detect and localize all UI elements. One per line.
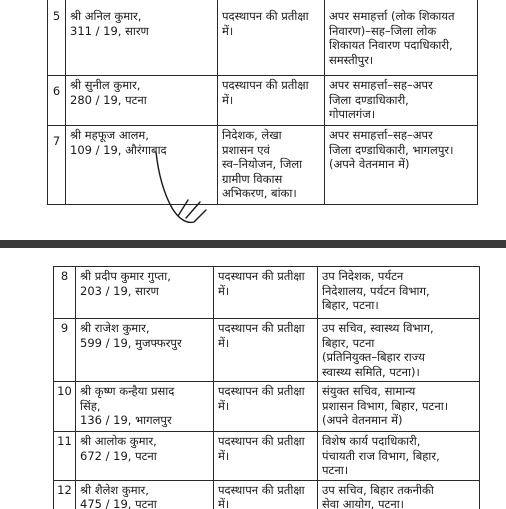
new-posting-line: बिहार, पटना।	[322, 298, 379, 312]
officer-code-district: 280 / 19, पटना	[70, 92, 147, 107]
new-posting-line: समस्तीपुर।	[329, 52, 374, 67]
page-separator	[0, 240, 506, 248]
officer-name-cell	[66, 0, 218, 76]
current-posting-line: पदस्थापन की प्रतीक्षा	[218, 482, 305, 497]
current-posting-line: निदेशक, लेखा	[222, 128, 282, 142]
serial-number: 6	[48, 76, 66, 126]
current-posting-line: में।	[218, 497, 230, 509]
new-posting-cell	[318, 267, 480, 319]
current-posting-line: पदस्थापन की प्रतीक्षा	[218, 384, 305, 398]
new-posting-cell	[325, 126, 478, 205]
serial-number: 11	[54, 432, 76, 481]
officer-code-district: 203 / 19, सारण	[80, 283, 159, 298]
new-posting-line: उप सचिव, स्वास्थ्य विभाग,	[322, 321, 434, 335]
serial-number: 5	[48, 0, 66, 76]
current-posting-line: पदस्थापन की प्रतीक्षा	[218, 269, 305, 283]
officer-code-district: 136 / 19, भागलपुर	[80, 413, 172, 427]
officer-name-cell	[66, 76, 218, 126]
new-posting-line: (अपने वेतनमान में)	[329, 157, 410, 171]
new-posting-cell	[318, 480, 480, 509]
new-posting-line: जिला दण्डाधिकारी,	[329, 92, 409, 107]
officer-name: श्री सुनील कुमार,	[70, 78, 141, 92]
new-posting-line: पंचायती राज विभाग, बिहार,	[322, 448, 440, 463]
officer-code-district: 599 / 19, मुजफ्फरपुर	[80, 335, 182, 350]
serial-number: 12	[54, 480, 76, 509]
current-posting-line: अभिकरण, बांका।	[222, 186, 297, 200]
officer-name: श्री शैलेश कुमार,	[80, 482, 149, 497]
current-posting-cell	[214, 432, 318, 481]
current-posting-line: में।	[218, 335, 230, 350]
table-row	[48, 0, 478, 76]
officer-name: श्री कृष्ण कन्हैया प्रसाद	[80, 384, 175, 398]
current-posting-cell	[214, 267, 318, 319]
current-posting-line: में।	[222, 23, 234, 38]
table-row	[54, 319, 480, 382]
new-posting-line: निदेशालय, पर्यटन विभाग,	[322, 283, 430, 298]
officer-name: श्री अनिल कुमार,	[70, 9, 142, 23]
current-posting-cell	[218, 0, 325, 76]
officer-code-district: 475 / 19, पटना	[80, 497, 157, 509]
pen-scribble-icon	[148, 150, 218, 230]
current-posting-line: में।	[218, 398, 230, 413]
new-posting-line: (प्रतिनियुक्त–बिहार राज्य	[322, 350, 425, 364]
current-posting-line: पदस्थापन की प्रतीक्षा	[218, 434, 305, 448]
new-posting-line: (अपने वेतनमान में)	[322, 413, 403, 427]
new-posting-cell	[318, 319, 480, 382]
table-row	[54, 432, 480, 481]
current-posting-cell	[214, 319, 318, 382]
serial-number: 7	[48, 126, 66, 205]
document-page-bottom	[0, 248, 506, 509]
serial-number: 9	[54, 319, 76, 382]
new-posting-line: निवारण)–सह–जिला लोक	[329, 23, 437, 38]
new-posting-cell	[325, 76, 478, 126]
posting-table-top	[47, 0, 478, 205]
new-posting-line: पटना।	[322, 463, 349, 477]
current-posting-line: स्व–नियोजन, जिला	[222, 157, 303, 171]
new-posting-line: गोपालगंज।	[329, 107, 376, 121]
current-posting-line: पदस्थापन की प्रतीक्षा	[218, 321, 305, 335]
table-row	[54, 267, 480, 319]
officer-code-district: 109 / 19, औरंगाबाद	[70, 142, 167, 157]
current-posting-line: में।	[218, 283, 230, 298]
officer-name-cell	[76, 480, 214, 509]
new-posting-line: अपर समाहर्त्ता–सह–अपर	[329, 128, 433, 142]
officer-code-district: 311 / 19, सारण	[70, 23, 149, 38]
current-posting-cell	[218, 76, 325, 126]
new-posting-line: अपर समाहर्त्ता–सह–अपर	[329, 78, 433, 92]
new-posting-line: अपर समाहर्त्ता (लोक शिकायत	[329, 9, 455, 23]
officer-code-district: 672 / 19, पटना	[80, 448, 157, 463]
current-posting-line: में।	[218, 448, 230, 463]
officer-name-cell	[76, 382, 214, 432]
current-posting-cell	[214, 480, 318, 509]
officer-name: श्री आलोक कुमार,	[80, 434, 157, 448]
officer-name: श्री प्रदीप कुमार गुप्ता,	[80, 269, 171, 283]
current-posting-line: पदस्थापन की प्रतीक्षा	[222, 78, 309, 92]
new-posting-cell	[318, 432, 480, 481]
officer-name: श्री राजेश कुमार,	[80, 321, 150, 335]
new-posting-line: शिकायत निवारण पदाधिकारी,	[329, 38, 453, 52]
new-posting-line: स्वास्थ्य समिति, पटना)।	[322, 364, 420, 379]
table-row	[54, 480, 480, 509]
current-posting-line: ग्रामीण विकास	[222, 171, 283, 186]
new-posting-line: उप सचिव, बिहार तकनीकी	[322, 482, 434, 497]
new-posting-line: जिला दण्डाधिकारी, भागलपुर।	[329, 142, 454, 157]
current-posting-line: पदस्थापन की प्रतीक्षा	[222, 9, 309, 23]
table-row	[48, 126, 478, 205]
posting-table-bottom	[53, 266, 480, 509]
officer-name: सिंह,	[80, 398, 101, 413]
new-posting-line: सेवा आयोग, पटना।	[322, 497, 405, 509]
new-posting-line: संयुक्त सचिव, सामान्य	[322, 384, 416, 398]
new-posting-line: प्रशासन विभाग, बिहार, पटना।	[322, 398, 449, 413]
table-row	[48, 76, 478, 126]
table-row	[54, 382, 480, 432]
serial-number: 8	[54, 267, 76, 319]
officer-name-cell	[76, 432, 214, 481]
new-posting-cell	[318, 382, 480, 432]
current-posting-line: प्रशासन एवं	[222, 142, 270, 157]
new-posting-cell	[325, 0, 478, 76]
new-posting-line: विशेष कार्य पदाधिकारी,	[322, 434, 421, 448]
officer-name: श्री महफूज आलम,	[70, 128, 149, 142]
officer-name-cell	[76, 319, 214, 382]
serial-number: 10	[54, 382, 76, 432]
current-posting-cell	[214, 382, 318, 432]
document-page-top	[0, 0, 506, 240]
new-posting-line: उप निदेशक, पर्यटन	[322, 269, 404, 283]
officer-name-cell	[76, 267, 214, 319]
current-posting-line: में।	[222, 92, 234, 107]
new-posting-line: बिहार, पटना	[322, 335, 375, 350]
current-posting-cell	[218, 126, 325, 205]
